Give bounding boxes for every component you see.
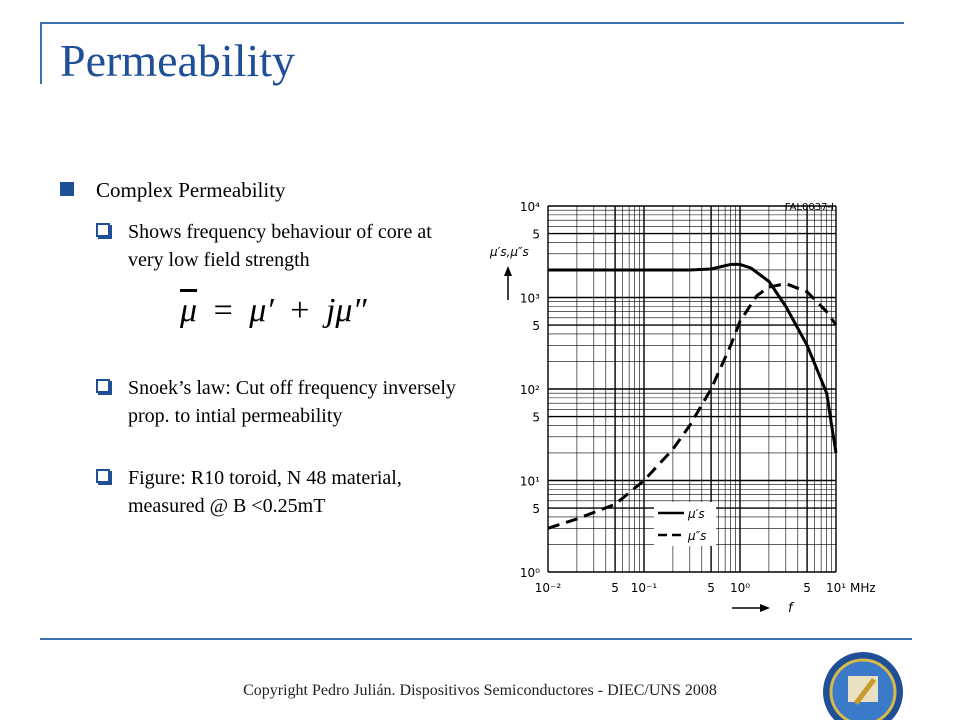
x-tick-label: 10⁻¹	[630, 581, 658, 595]
legend-label-imag: μ″s	[688, 529, 707, 543]
y-tick-label: 5	[532, 410, 540, 425]
square-bullet-icon	[60, 182, 74, 196]
y-tick-label: 10⁴	[519, 200, 540, 214]
checkbox-bullet-icon	[96, 379, 110, 393]
y-axis-label: μ′s,μ″s	[490, 245, 529, 259]
chart-curves	[548, 264, 836, 528]
x-tick-label: 5	[803, 581, 811, 595]
sub-bullet-text: Snoek’s law: Cut off frequency inversely prop. to intial permeability	[128, 377, 456, 427]
footer-divider	[40, 638, 912, 640]
checkbox-bullet-icon	[96, 223, 110, 237]
university-seal-icon	[818, 648, 908, 720]
bullet-main-text: Complex Permeability	[96, 178, 286, 202]
chart-legend	[654, 502, 716, 546]
series-mu-real-line	[548, 264, 836, 453]
formula-plus: +	[290, 292, 310, 329]
footer-copyright: Copyright Pedro Julián. Dispositivos Semiconductores - DIEC/UNS 2008	[243, 682, 717, 699]
x-tick-label: 5	[611, 581, 619, 595]
formula-lhs: $\overline{\mu}$	[180, 292, 198, 329]
x-tick-label: 10¹	[825, 581, 847, 595]
chart-code: FAL0037-I	[784, 202, 834, 213]
legend-background	[654, 502, 716, 546]
slide-title: Permeability	[60, 35, 296, 86]
sub-bullet-snoek	[60, 374, 460, 430]
top-frame-line	[40, 22, 904, 24]
y-tick-label: 10⁰	[519, 566, 540, 580]
permeability-formula	[180, 292, 367, 330]
x-tick-label: 10⁰	[729, 581, 751, 595]
y-tick-label: 5	[532, 502, 540, 517]
y-tick-label: 5	[532, 319, 540, 334]
x-axis-label: f	[788, 601, 793, 612]
formula-equals: =	[213, 292, 233, 329]
y-axis-arrowhead-icon	[504, 266, 512, 276]
y-tick-label: 5	[532, 227, 540, 242]
sub-bullet-figure	[60, 464, 460, 520]
formula-real-part: μ′	[249, 292, 274, 329]
left-frame-line	[40, 22, 42, 84]
checkbox-bullet-icon	[96, 469, 110, 483]
y-tick-label: 10³	[519, 291, 540, 306]
y-tick-label: 10²	[519, 383, 540, 397]
x-tick-labels	[535, 581, 876, 595]
y-tick-label: 10¹	[519, 474, 540, 489]
x-tick-label: 5	[707, 581, 715, 595]
formula-imag-part: jμ″	[325, 292, 367, 329]
x-axis-arrowhead-icon	[760, 604, 770, 612]
permeability-chart	[488, 188, 878, 612]
x-unit-label: MHz	[850, 581, 876, 595]
x-tick-label: 10⁻²	[534, 581, 562, 595]
legend-label-real: μ′s	[688, 507, 705, 521]
bullet-main	[60, 176, 460, 204]
sub-bullet-text: Shows frequency behaviour of core at very low field strength	[128, 221, 432, 271]
sub-bullet-text: Figure: R10 toroid, N 48 material, measured @ B <0.25mT	[128, 467, 402, 517]
sub-bullet-frequency	[60, 218, 460, 274]
bullet-list	[60, 176, 460, 520]
